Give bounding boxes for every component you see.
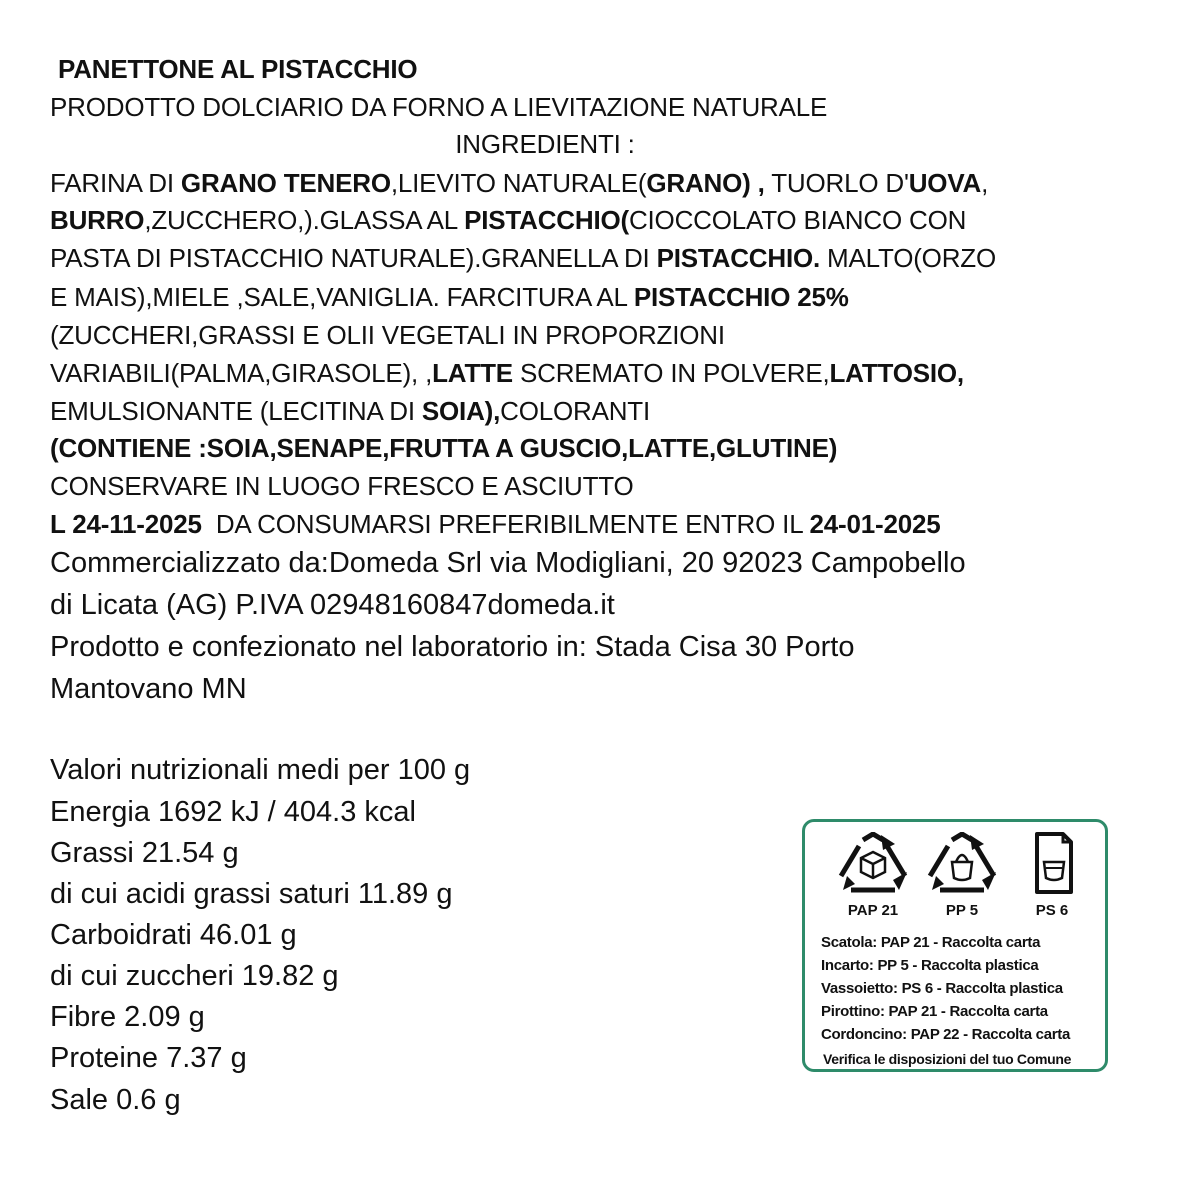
ingredients-line (50, 243, 996, 273)
nutrition-heading: Valori nutrizionali medi per 100 g (50, 754, 471, 786)
lot-expiry-line (50, 509, 941, 539)
recycling-line: Cordoncino: PAP 22 - Raccolta carta (821, 1026, 1071, 1043)
recycling-code: PAP 21 (847, 902, 899, 919)
ingredients-line (50, 433, 837, 463)
ingredients-line (50, 396, 650, 426)
allergen-text: (CONTIENE :SOIA,SENAPE,FRUTTA A GUSCIO,LATTE,GLUTINE) (50, 433, 838, 463)
allergen-text: GRANO TENERO (180, 168, 391, 198)
nutrition-row: Energia 1692 kJ / 404.3 kcal (50, 796, 416, 828)
ingredients-line (50, 282, 849, 312)
ingredient-text: VARIABILI(PALMA,GIRASOLE), , (50, 358, 433, 388)
ingredient-text: ,LIEVITO NATURALE( (390, 168, 647, 198)
allergen-text: LATTOSIO, (829, 358, 964, 388)
pap-recycle-icon (833, 832, 913, 894)
ingredient-text: PASTA DI PISTACCHIO NATURALE).GRANELLA DI (50, 243, 657, 273)
recycling-line: Incarto: PP 5 - Raccolta plastica (821, 957, 1039, 974)
ingredients-heading: INGREDIENTI : (455, 129, 635, 159)
ingredient-text: EMULSIONANTE (LECITINA DI (50, 396, 422, 426)
ingredient-text: TUORLO D' (764, 168, 909, 198)
recycling-code: PP 5 (945, 902, 979, 919)
nutrition-row: di cui zuccheri 19.82 g (50, 960, 339, 992)
allergen-text: PISTACCHIO( (464, 205, 629, 235)
allergen-text: SOIA), (421, 396, 501, 426)
company-line: Mantovano MN (50, 673, 247, 705)
nutrition-row: Grassi 21.54 g (50, 837, 239, 869)
allergen-text: LATTE (432, 358, 513, 388)
allergen-text: L 24-11-2025 (50, 509, 202, 539)
nutrition-row: Carboidrati 46.01 g (50, 919, 297, 951)
allergen-text: PISTACCHIO 25% (633, 282, 849, 312)
ps-tray-icon (1017, 832, 1087, 894)
storage-instructions: CONSERVARE IN LUOGO FRESCO E ASCIUTTO (50, 471, 634, 501)
recycling-line: Pirottino: PAP 21 - Raccolta carta (821, 1003, 1048, 1020)
product-title: PANETTONE AL PISTACCHIO (58, 54, 418, 84)
pp-recycle-icon (922, 832, 1002, 894)
ingredient-text: COLORANTI (500, 396, 651, 426)
allergen-text: UOVA (908, 168, 982, 198)
company-line: Commercializzato da:Domeda Srl via Modigliani, 20 92023 Campobello (50, 547, 966, 579)
ingredient-text: ,ZUCCHERO,).GLASSA AL (144, 205, 465, 235)
ingredients-line (50, 320, 725, 350)
nutrition-row: di cui acidi grassi saturi 11.89 g (50, 878, 453, 910)
recycling-line: Scatola: PAP 21 - Raccolta carta (821, 934, 1041, 951)
ingredient-text: E MAIS),MIELE ,SALE,VANIGLIA. FARCITURA AL (50, 282, 634, 312)
ingredient-text: (ZUCCHERI,GRASSI E OLII VEGETALI IN PROPORZIONI (50, 320, 725, 350)
allergen-text: BURRO (50, 205, 145, 235)
nutrition-row: Sale 0.6 g (50, 1084, 181, 1116)
ingredient-text: , (981, 168, 989, 198)
ingredient-text: CIOCCOLATO BIANCO CON (628, 205, 967, 235)
ingredient-text: DA CONSUMARSI PREFERIBILMENTE ENTRO IL (201, 509, 810, 539)
ingredients-line (50, 205, 966, 235)
company-line: di Licata (AG) P.IVA 02948160847domeda.it (50, 589, 615, 621)
recycling-line: Vassoietto: PS 6 - Raccolta plastica (821, 980, 1063, 997)
recycling-disclaimer: Verifica le disposizioni del tuo Comune (823, 1051, 1072, 1067)
nutrition-row: Proteine 7.37 g (50, 1042, 247, 1074)
recycling-info-box (802, 819, 1108, 1072)
recycling-code: PS 6 (1035, 902, 1069, 919)
nutrition-row: Fibre 2.09 g (50, 1001, 205, 1033)
product-subtitle: PRODOTTO DOLCIARIO DA FORNO A LIEVITAZIONE NATURALE (50, 92, 828, 122)
company-line: Prodotto e confezionato nel laboratorio in: Stada Cisa 30 Porto (50, 631, 855, 663)
ingredient-text: SCREMATO IN POLVERE, (512, 358, 830, 388)
ingredient-text: FARINA DI (50, 168, 181, 198)
allergen-text: 24-01-2025 (809, 509, 941, 539)
ingredients-line (50, 358, 964, 388)
allergen-text: PISTACCHIO. (656, 243, 821, 273)
allergen-text: GRANO) , (646, 168, 765, 198)
ingredients-line (50, 168, 988, 198)
ingredient-text: MALTO(ORZO (820, 243, 996, 273)
